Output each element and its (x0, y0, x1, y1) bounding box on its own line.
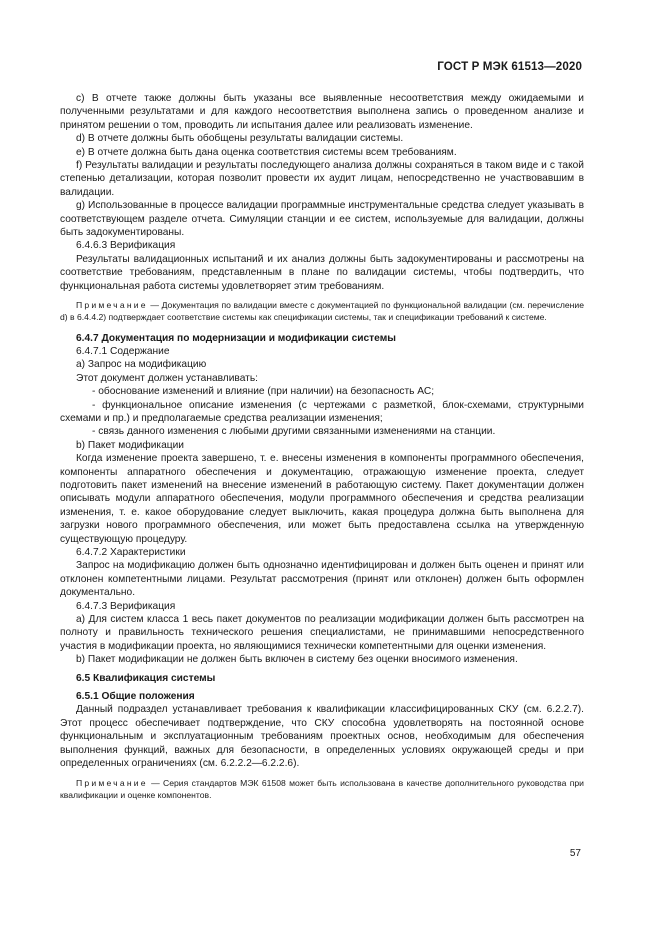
note-label: Примечание (76, 300, 148, 311)
heading-6-5-1: 6.5.1 Общие положения (76, 691, 195, 703)
note-label: Примечание (76, 777, 148, 788)
heading-6-5: 6.5 Квалификация системы (76, 672, 216, 684)
heading-6-4-7-2: 6.4.7.2 Характеристики (76, 547, 186, 558)
paragraph-6-4-6-3: Результаты валидационных испытаний и их анализ должны быть задокументированы и рассмотрены на соответствие требованиям, представленным в плане по валидации системы, чтобы подтвердить, что функциональная работа системы удовлетворяет этим требованиям. (60, 253, 584, 292)
paragraph-c: c) В отчете также должны быть указаны все выявленные несоответствия между ожидаемыми и полученными результатами и для каждого несоответствия выполнена запись о проведенном анализе и принятом решении о том, проводить ли испытания далее или реализовать изменение. (60, 93, 584, 131)
dash-item-3: - связь данного изменения с любыми другими связанными изменениями на станции. (92, 426, 496, 438)
note-text: — Серия стандартов МЭК 61508 может быть использована в качестве дополнительного руководства при квалификации и оценке компонентов. (60, 777, 584, 800)
note-iec-61508 (60, 777, 584, 801)
dash-item-1: - обоснование изменений и влияние (при наличии) на безопасность АС; (92, 386, 435, 398)
heading-request: a) Запрос на модификацию (76, 359, 207, 371)
paragraph-f: f) Результаты валидации и результаты последующего анализа должны сохраняться в таком виде и с такой степенью детализации, которая позволит провести их аудит лицам, непосредственно не участвовавшим в валидации. (60, 160, 584, 198)
heading-6-4-6-3: 6.4.6.3 Верификация (76, 240, 176, 252)
note-text: — Документация по валидации вместе с документацией по функциональной валидации (см. перечисление d) в 6.4.4.2) подтверждает соответствие системы как спецификации системы, так и спецификации требований к системе. (60, 300, 584, 323)
paragraph-package: Когда изменение проекта завершено, т. е. внесены изменения в компоненты программного обеспечения, компоненты аппаратного обеспечения и документацию, отражающую изменение проекта, следует подготовить пакет изменений на внесение изменений в работающую систему. Пакет документации должен описывать модули аппаратного обеспечения, модули программного обеспечения и средства реализации изменения, т. е. какое оборудование следует выключить, какая процедура должна быть выполнена для загрузки нового программного обеспечения, или может быть предоставлена ссылка на утвержденную существующую процедуру. (60, 453, 584, 545)
note-validation (60, 299, 584, 323)
page-content (60, 92, 584, 809)
paragraph-g: g) Использованные в процессе валидации программные инструментальные средства следует указывать в соответствующем разделе отчета. Симуляции станции и ее систем, используемые для валидации, должны быть задокументированы. (60, 200, 584, 239)
paragraph-6-5-1: Данный подраздел устанавливает требования к квалификации классифицированных СКУ (см. 6.2.2.7). Этот процесс обеспечивает подтверждение, что СКУ способна удовлетворять на постоянной основе функциональным и эксплуатационным требованиям проектных основ, необходимым для обеспечения выполнения функций, важных для безопасности, в определенных условиях окружающей среды и при определенных ограничениях (см. 6.2.2.2—6.2.2.6). (60, 704, 584, 770)
heading-package: b) Пакет модификации (76, 439, 184, 451)
heading-6-4-7-3: 6.4.7.3 Верификация (76, 600, 176, 612)
heading-6-4-7: 6.4.7 Документация по модернизации и модификации системы (76, 332, 396, 344)
paragraph-6-4-7-3-a: a) Для систем класса 1 весь пакет документов по реализации модификации должен быть рассмотрен на полноту и правильность технического решения специалистами, не принимавшими непосредственного участия в модификации проекта, но являющимися технически компетентными для оценки изменения. (60, 614, 584, 652)
paragraph-e: e) В отчете должна быть дана оценка соответствия системы всем требованиям. (76, 146, 457, 158)
heading-6-4-7-1: 6.4.7.1 Содержание (76, 345, 170, 357)
paragraph-d: d) В отчете должны быть обобщены результаты валидации системы. (76, 133, 404, 145)
standard-header: ГОСТ Р МЭК 61513—2020 (437, 60, 582, 73)
paragraph-6-4-7-2: Запрос на модификацию должен быть однозначно идентифицирован и должен быть оценен и принят или отклонен компетентными лицами. Результат рассмотрения (принят или отклонен) должен быть оформлен документально. (60, 560, 584, 599)
dash-item-2: - функциональное описание изменения (с чертежами с разметкой, блок-схемами, структурными схемами и пр.) и предполагаемые средства реализации изменения; (60, 399, 584, 424)
paragraph-doc-must: Этот документ должен устанавливать: (76, 372, 258, 384)
page-number: 57 (569, 848, 581, 859)
paragraph-6-4-7-3-b: b) Пакет модификации не должен быть включен в систему без оценки вносимого изменения. (76, 654, 518, 666)
